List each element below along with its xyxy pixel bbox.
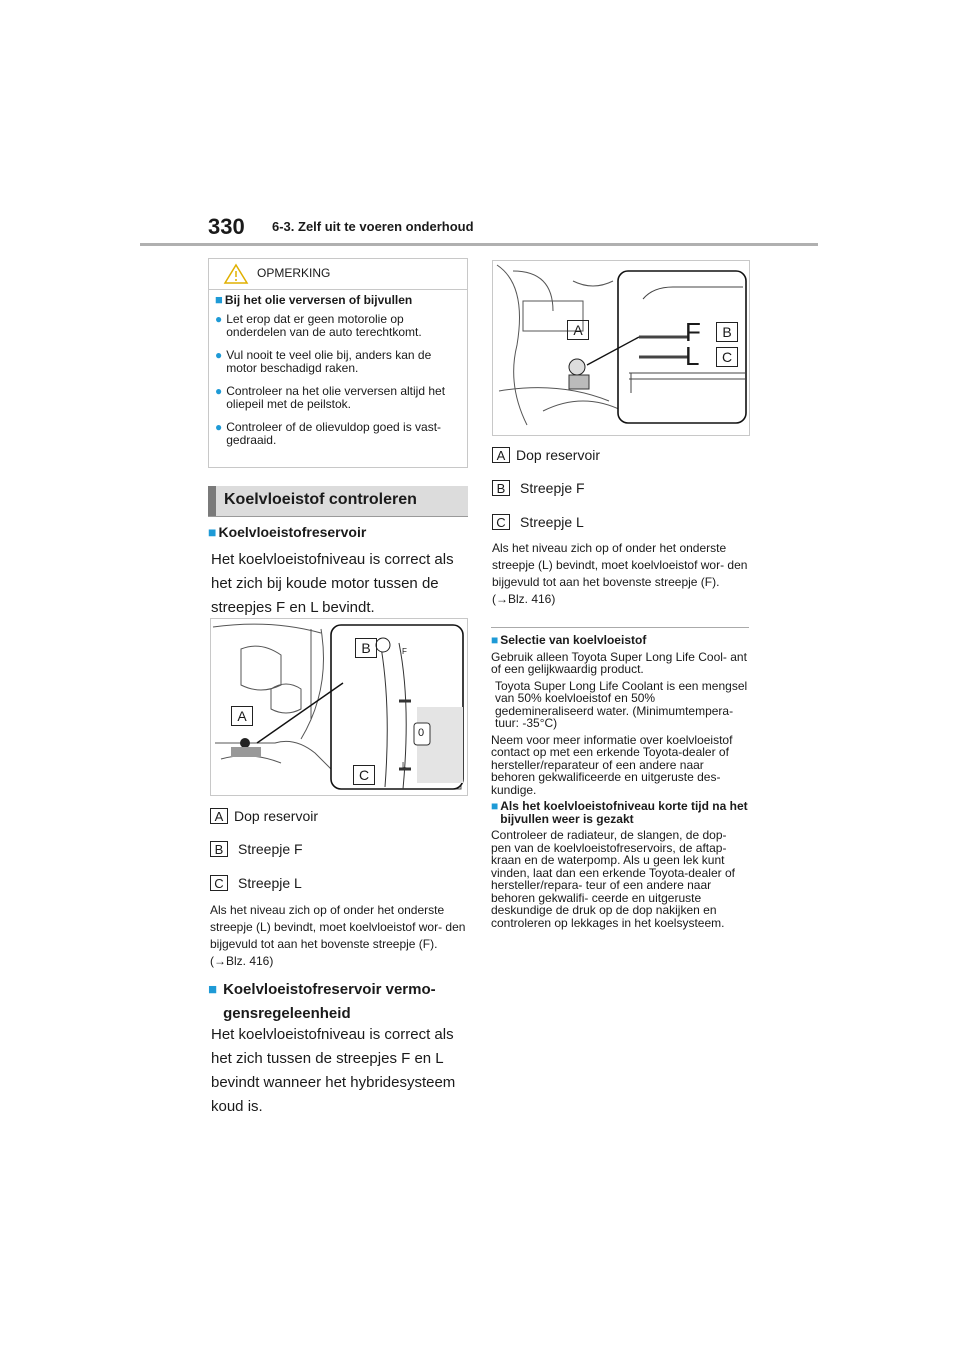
caption-c-right: C Streepje L (492, 514, 584, 530)
note-title: OPMERKING (257, 266, 331, 280)
note-box (208, 258, 468, 468)
note-header (209, 259, 467, 290)
callout-a: A (231, 706, 253, 726)
note-item: ● Vul nooit te veel olie bij, anders kan de motor beschadigd raken. (215, 348, 432, 375)
section-heading: Koelvloeistof controleren (208, 486, 468, 516)
figure-power-control-reservoir (492, 260, 750, 436)
caption-b-right: B Streepje F (492, 480, 585, 496)
subheading-power-control: ■ Koelvloeistofreservoir vermo- gensregeleenheid (208, 981, 436, 1022)
callout-c-right: C (716, 347, 738, 367)
note-subheading: ■ Bij het olie verversen of bijvullen (215, 292, 413, 307)
mark-l: L (402, 761, 407, 770)
section-title: 6-3. Zelf uit te voeren onderhoud (272, 219, 474, 234)
callout-a-right: A (567, 320, 589, 340)
selection-p2: Toyota Super Long Life Coolant is een mengsel van 50% koelvloeistof en 50% gedemineraliseerd water. (Minimumtempera- tuur: -35°C) (495, 678, 748, 730)
coolant-selection (491, 634, 749, 933)
selection-p3: Neem voor meer informatie over koelvloeistof contact op met een erkende Toyota-dealer of hersteller/reparateur of een andere naar behoren gekwalificeerde en uitgeruste des- kundige. (491, 732, 733, 797)
caption-c: C Streepje L (210, 875, 302, 891)
heading-rule (208, 516, 468, 517)
page-number: 330 (208, 214, 245, 239)
caption-b: B Streepje F (210, 841, 303, 857)
note-item: ● Controleer na het olie verversen altijd het oliepeil met de peilstok. (215, 384, 446, 411)
subheading-reservoir: ■ Koelvloeistofreservoir (208, 524, 367, 540)
right-rule (491, 627, 749, 628)
note-item: ● Let erop dat er geen motorolie op onderdelen van de auto terechtkomt. (215, 312, 422, 339)
mark-f-right: F (685, 317, 701, 347)
paragraph-level: Het koelvloeistofniveau is correct als het zich bij koude motor tussen de streepjes F en L bevindt. (211, 551, 454, 616)
caption-a: A Dop reservoir (210, 808, 318, 824)
callout-b-right: B (716, 322, 738, 342)
note-body (215, 293, 465, 457)
right-level-note: Als het niveau zich op of onder het onderste streepje (L) bevindt, moet koelvloeistof wor- den bijgevuld tot aan het bovenste streepje (F). (→Blz. 416) (492, 541, 748, 606)
header-rule (140, 243, 818, 246)
selection-title: ■ Selectie van koelvloeistof (491, 633, 647, 647)
paragraph-power-control: Het koelvloeistofniveau is correct als het zich tussen de streepjes F en L bevindt wanneer het hybridesysteem koud is. (211, 1026, 456, 1115)
warning-icon (223, 263, 249, 285)
engine-illustration-2 (493, 261, 749, 435)
caption-a-right: A Dop reservoir (492, 447, 600, 463)
callout-c: C (353, 765, 375, 785)
drop-title: ■ Als het koelvloeistofniveau korte tijd na het bijvullen weer is gezakt (491, 799, 748, 826)
callout-b: B (355, 638, 377, 658)
mark-f: F (402, 647, 407, 656)
selection-p1: Gebruik alleen Toyota Super Long Life Cool- ant of een gelijkwaardig product. (491, 649, 747, 676)
note-item: ● Controleer of de olievuldop goed is vast- gedraaid. (215, 420, 442, 447)
mark-l-right: L (685, 341, 700, 371)
drop-paragraph: Controleer de radiateur, de slangen, de dop- pen van de koelvloeistofreservoirs, de aftap- kraan en de waterpomp. Als u geen lek kunt vinden, laat dan een erkende Toyota-dealer of hersteller/repara- teur of een andere naar behoren gekwalifi- ceerde en uitgeruste deskundige de druk op de dop nakijken en controleren op lekkages in het koelsysteem. (491, 828, 735, 930)
left-level-note: Als het niveau zich op of onder het onderste streepje (L) bevindt, moet koelvloeistof wor- den bijgevuld tot aan het bovenste streepje (F). (→Blz. 416) (210, 903, 466, 968)
figure-reservoir (210, 618, 468, 796)
mark-zero: 0 (418, 727, 425, 739)
